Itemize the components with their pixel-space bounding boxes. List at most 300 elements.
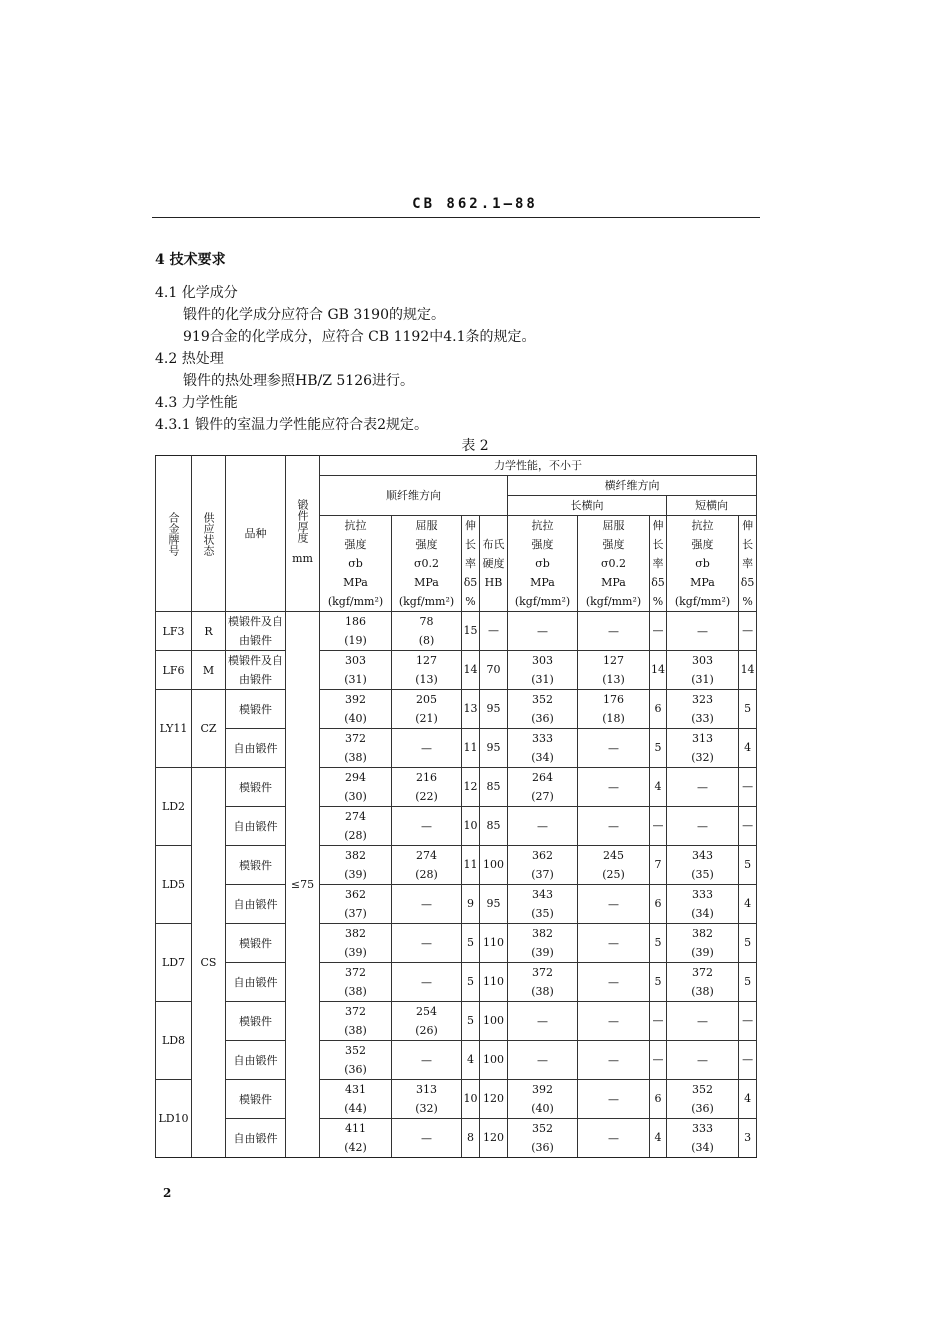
h-st-tensile-4: (kgf/mm²) bbox=[674, 595, 731, 608]
cell-lel: — bbox=[650, 1041, 667, 1080]
cell-kind: 自由锻件 bbox=[226, 1041, 286, 1080]
h-tensile-2: σb bbox=[348, 557, 363, 570]
cell-lts-value: — bbox=[537, 1014, 548, 1028]
cell-sts bbox=[667, 1041, 739, 1080]
cell-sts-kgf: (34) bbox=[691, 907, 714, 920]
cell-sel: — bbox=[739, 1041, 757, 1080]
cell-ts-kgf: (44) bbox=[344, 1102, 367, 1115]
cell-ys bbox=[392, 651, 462, 690]
cell-hb: 95 bbox=[480, 885, 508, 924]
cell-lys-value: 176 bbox=[603, 693, 624, 706]
cell-lts-value: 352 bbox=[532, 1122, 553, 1135]
cell-lys bbox=[578, 690, 650, 729]
cell-el: 8 bbox=[462, 1119, 480, 1158]
document-code: CB 862.1—88 bbox=[412, 196, 538, 212]
cell-lts bbox=[508, 924, 578, 963]
header-mech-title: 力学性能，不小于 bbox=[320, 456, 757, 476]
cell-lys bbox=[578, 924, 650, 963]
cell-sel: 14 bbox=[739, 651, 757, 690]
header-state: 供应状态 bbox=[192, 456, 226, 612]
cell-ys bbox=[392, 768, 462, 807]
table-row bbox=[156, 612, 757, 651]
cell-hb: 120 bbox=[480, 1119, 508, 1158]
h-yield-3: MPa bbox=[414, 576, 439, 589]
cell-lys-value: — bbox=[608, 1053, 619, 1067]
cell-lys bbox=[578, 768, 650, 807]
cell-ys bbox=[392, 1080, 462, 1119]
cell-alloy: LD2 bbox=[156, 768, 192, 846]
cell-sts bbox=[667, 1002, 739, 1041]
cell-lys-value: 127 bbox=[603, 654, 624, 667]
h-elong-2: 率 bbox=[465, 557, 476, 570]
cell-ts-value: 382 bbox=[345, 849, 366, 862]
cell-el: 11 bbox=[462, 846, 480, 885]
cell-state: M bbox=[192, 651, 226, 690]
cell-ts-kgf: (39) bbox=[344, 946, 367, 959]
cell-lys-value: — bbox=[608, 780, 619, 794]
table-row bbox=[156, 807, 757, 846]
cell-ts-value: 186 bbox=[345, 615, 366, 628]
cell-sts bbox=[667, 963, 739, 1002]
cell-lts bbox=[508, 1002, 578, 1041]
cell-lts bbox=[508, 885, 578, 924]
cell-ys-kgf: (32) bbox=[415, 1102, 438, 1115]
cell-ys-value: — bbox=[421, 1131, 432, 1145]
cell-sts-kgf: (34) bbox=[691, 1141, 714, 1154]
cell-ts bbox=[320, 651, 392, 690]
cell-sel: 4 bbox=[739, 729, 757, 768]
h-lt-tensile-2: σb bbox=[535, 557, 550, 570]
table-caption: 表 2 bbox=[461, 438, 489, 454]
cell-hb: 100 bbox=[480, 1002, 508, 1041]
section-4-2-heading: 4.2 热处理 bbox=[155, 351, 224, 367]
cell-lel: 6 bbox=[650, 690, 667, 729]
cell-ys bbox=[392, 924, 462, 963]
cell-kind: 自由锻件 bbox=[226, 729, 286, 768]
cell-sts-value: 372 bbox=[692, 966, 713, 979]
cell-lts-kgf: (27) bbox=[531, 790, 554, 803]
cell-alloy: LF6 bbox=[156, 651, 192, 690]
cell-ts bbox=[320, 768, 392, 807]
cell-sts bbox=[667, 651, 739, 690]
cell-ys bbox=[392, 690, 462, 729]
cell-lts-value: 352 bbox=[532, 693, 553, 706]
cell-ts-value: 294 bbox=[345, 771, 366, 784]
cell-lts-kgf: (39) bbox=[531, 946, 554, 959]
cell-alloy: LF3 bbox=[156, 612, 192, 651]
cell-lts-value: 382 bbox=[532, 927, 553, 940]
cell-ys-value: 313 bbox=[416, 1083, 437, 1096]
cell-ts-value: 274 bbox=[345, 810, 366, 823]
cell-ys-value: — bbox=[421, 819, 432, 833]
page-number: 2 bbox=[163, 1186, 172, 1200]
cell-kind: 模锻件 bbox=[226, 924, 286, 963]
cell-sts-value: 333 bbox=[692, 1122, 713, 1135]
cell-lys-value: — bbox=[608, 897, 619, 911]
h-lt-elong-1: 长 bbox=[652, 538, 664, 551]
cell-ys bbox=[392, 729, 462, 768]
cell-sts bbox=[667, 885, 739, 924]
cell-lel: — bbox=[650, 1002, 667, 1041]
cell-lys-value: 245 bbox=[603, 849, 624, 862]
header-hardness bbox=[480, 516, 508, 612]
cell-lys bbox=[578, 963, 650, 1002]
cell-ys-value: 205 bbox=[416, 693, 437, 706]
cell-sel: 5 bbox=[739, 963, 757, 1002]
cell-sel: 5 bbox=[739, 690, 757, 729]
cell-hb: 110 bbox=[480, 963, 508, 1002]
h-tensile-3: MPa bbox=[343, 576, 368, 589]
cell-sts-value: 303 bbox=[692, 654, 713, 667]
cell-ys-kgf: (8) bbox=[418, 634, 435, 647]
cell-el: 4 bbox=[462, 1041, 480, 1080]
cell-ts-value: 303 bbox=[345, 654, 366, 667]
cell-sts-kgf: (38) bbox=[691, 985, 714, 998]
cell-sts-kgf: (31) bbox=[691, 673, 714, 686]
cell-lys bbox=[578, 1119, 650, 1158]
header-short-trans: 短横向 bbox=[667, 496, 757, 516]
cell-lts-value: 264 bbox=[532, 771, 553, 784]
cell-lts bbox=[508, 807, 578, 846]
cell-lys bbox=[578, 729, 650, 768]
cell-lts bbox=[508, 729, 578, 768]
cell-lts bbox=[508, 1119, 578, 1158]
cell-lts bbox=[508, 768, 578, 807]
h-lt-tensile-4: (kgf/mm²) bbox=[514, 595, 571, 608]
cell-lel: 14 bbox=[650, 651, 667, 690]
cell-ts bbox=[320, 807, 392, 846]
cell-lts-value: 343 bbox=[532, 888, 553, 901]
header-kind: 品种 bbox=[226, 456, 286, 612]
table-row bbox=[156, 690, 757, 729]
header-thickness-unit: mm bbox=[292, 552, 313, 565]
cell-kind: 模锻件 bbox=[226, 768, 286, 807]
cell-ys-kgf: (26) bbox=[415, 1024, 438, 1037]
cell-hb: 120 bbox=[480, 1080, 508, 1119]
cell-ys-kgf: (28) bbox=[415, 868, 438, 881]
header-along-fiber: 顺纤维方向 bbox=[320, 476, 508, 516]
table-row bbox=[156, 768, 757, 807]
cell-ys-value: — bbox=[421, 741, 432, 755]
cell-lts-value: — bbox=[537, 624, 548, 638]
cell-lts-value: 392 bbox=[532, 1083, 553, 1096]
table-row bbox=[156, 651, 757, 690]
h-lt-elong-0: 伸 bbox=[652, 519, 664, 532]
h-st-tensile-3: MPa bbox=[690, 576, 715, 589]
header-thickness-label: 锻件厚度 bbox=[296, 499, 309, 543]
cell-ts-kgf: (38) bbox=[344, 985, 367, 998]
cell-ts-kgf: (39) bbox=[344, 868, 367, 881]
cell-ys-value: 216 bbox=[416, 771, 437, 784]
cell-ts bbox=[320, 1119, 392, 1158]
cell-lel: 7 bbox=[650, 846, 667, 885]
cell-lts-value: 362 bbox=[532, 849, 553, 862]
h-lt-yield-0: 屈服 bbox=[602, 519, 625, 532]
cell-sel: — bbox=[739, 612, 757, 651]
section-4-1-para-1: 锻件的化学成分应符合 GB 3190的规定。 bbox=[183, 307, 446, 323]
cell-ys-value: — bbox=[421, 1053, 432, 1067]
h-lt-tensile-0: 抗拉 bbox=[531, 519, 554, 532]
cell-sts-value: — bbox=[697, 780, 708, 794]
cell-lts-value: 333 bbox=[532, 732, 553, 745]
table-row bbox=[156, 729, 757, 768]
h-hard-1: 硬度 bbox=[482, 557, 505, 570]
cell-ys bbox=[392, 1002, 462, 1041]
h-elong-1: 长 bbox=[465, 538, 476, 551]
cell-sts-value: 313 bbox=[692, 732, 713, 745]
h-tensile-1: 强度 bbox=[344, 538, 367, 551]
table-row bbox=[156, 1041, 757, 1080]
cell-hb: 70 bbox=[480, 651, 508, 690]
cell-ts-kgf: (38) bbox=[344, 1024, 367, 1037]
cell-ys bbox=[392, 1041, 462, 1080]
cell-ts bbox=[320, 690, 392, 729]
h-yield-4: (kgf/mm²) bbox=[398, 595, 455, 608]
cell-state: R bbox=[192, 612, 226, 651]
cell-ys bbox=[392, 612, 462, 651]
cell-ts bbox=[320, 885, 392, 924]
h-st-elong-1: 长 bbox=[742, 538, 754, 551]
cell-kind: 模锻件及自由锻件 bbox=[226, 612, 286, 651]
cell-ys-kgf: (21) bbox=[415, 712, 438, 725]
cell-ys bbox=[392, 963, 462, 1002]
cell-lts-kgf: (31) bbox=[531, 673, 554, 686]
cell-lts-kgf: (35) bbox=[531, 907, 554, 920]
section-4-3-1-para: 4.3.1 锻件的室温力学性能应符合表2规定。 bbox=[155, 417, 428, 433]
h-st-elong-0: 伸 bbox=[742, 519, 754, 532]
cell-lel: 6 bbox=[650, 1080, 667, 1119]
cell-lts bbox=[508, 612, 578, 651]
header-alloy: 合金牌号 bbox=[156, 456, 192, 612]
cell-ts bbox=[320, 1041, 392, 1080]
cell-ts-kgf: (28) bbox=[344, 829, 367, 842]
cell-el: 9 bbox=[462, 885, 480, 924]
cell-sts-value: — bbox=[697, 624, 708, 638]
cell-ys-value: 127 bbox=[416, 654, 437, 667]
h-lt-tensile-3: MPa bbox=[530, 576, 555, 589]
cell-lts-kgf: (34) bbox=[531, 751, 554, 764]
cell-lts bbox=[508, 963, 578, 1002]
cell-sts bbox=[667, 1080, 739, 1119]
cell-hb: 110 bbox=[480, 924, 508, 963]
cell-lts-kgf: (37) bbox=[531, 868, 554, 881]
cell-ts-value: 411 bbox=[345, 1122, 366, 1135]
h-st-elong-4: % bbox=[742, 595, 753, 608]
cell-sts-value: — bbox=[697, 1014, 708, 1028]
header-rule bbox=[152, 217, 760, 218]
cell-ys bbox=[392, 885, 462, 924]
header-yield bbox=[392, 516, 462, 612]
cell-lys bbox=[578, 846, 650, 885]
cell-kind: 模锻件 bbox=[226, 1080, 286, 1119]
cell-sts-value: — bbox=[697, 1053, 708, 1067]
cell-ts-kgf: (30) bbox=[344, 790, 367, 803]
cell-el: 11 bbox=[462, 729, 480, 768]
cell-ts bbox=[320, 1002, 392, 1041]
h-lt-elong-4: % bbox=[652, 595, 664, 608]
header-lt-yield bbox=[578, 516, 650, 612]
cell-lys-kgf: (18) bbox=[602, 712, 625, 725]
cell-hb: 100 bbox=[480, 1041, 508, 1080]
cell-sel: 3 bbox=[739, 1119, 757, 1158]
header-across-fiber: 横纤维方向 bbox=[508, 476, 757, 496]
h-lt-yield-3: MPa bbox=[601, 576, 626, 589]
cell-ts bbox=[320, 963, 392, 1002]
cell-alloy: LY11 bbox=[156, 690, 192, 768]
cell-lel: — bbox=[650, 612, 667, 651]
cell-alloy: LD7 bbox=[156, 924, 192, 1002]
cell-lts bbox=[508, 1080, 578, 1119]
cell-alloy: LD5 bbox=[156, 846, 192, 924]
h-st-elong-2: 率 bbox=[742, 557, 754, 570]
cell-ys bbox=[392, 846, 462, 885]
cell-sts bbox=[667, 768, 739, 807]
header-st-tensile bbox=[667, 516, 739, 612]
cell-alloy: LD10 bbox=[156, 1080, 192, 1158]
h-tensile-0: 抗拉 bbox=[344, 519, 367, 532]
cell-ts-kgf: (40) bbox=[344, 712, 367, 725]
cell-ys-value: — bbox=[421, 897, 432, 911]
cell-lys bbox=[578, 885, 650, 924]
cell-sel: 4 bbox=[739, 1080, 757, 1119]
h-elong-0: 伸 bbox=[465, 519, 476, 532]
cell-state: CZ bbox=[192, 690, 226, 768]
cell-ts-kgf: (37) bbox=[344, 907, 367, 920]
cell-kind: 模锻件 bbox=[226, 1002, 286, 1041]
cell-kind: 自由锻件 bbox=[226, 1119, 286, 1158]
cell-lts bbox=[508, 690, 578, 729]
cell-ts bbox=[320, 846, 392, 885]
header-long-trans: 长横向 bbox=[508, 496, 667, 516]
table-row bbox=[156, 846, 757, 885]
cell-kind: 自由锻件 bbox=[226, 885, 286, 924]
cell-sts bbox=[667, 690, 739, 729]
cell-lel: 4 bbox=[650, 1119, 667, 1158]
cell-ts-value: 362 bbox=[345, 888, 366, 901]
table-row bbox=[156, 963, 757, 1002]
cell-ts-kgf: (42) bbox=[344, 1141, 367, 1154]
cell-sts bbox=[667, 924, 739, 963]
cell-sts bbox=[667, 807, 739, 846]
h-yield-2: σ0.2 bbox=[413, 557, 439, 570]
h-lt-yield-2: σ0.2 bbox=[600, 557, 626, 570]
cell-lel: 5 bbox=[650, 963, 667, 1002]
cell-lys-value: — bbox=[608, 1014, 619, 1028]
header-lt-elong bbox=[650, 516, 667, 612]
cell-lys bbox=[578, 1080, 650, 1119]
cell-lel: — bbox=[650, 807, 667, 846]
cell-hb: 85 bbox=[480, 768, 508, 807]
cell-sts-kgf: (35) bbox=[691, 868, 714, 881]
cell-ys-kgf: (13) bbox=[415, 673, 438, 686]
cell-lys-value: — bbox=[608, 975, 619, 989]
cell-lys-value: — bbox=[608, 624, 619, 638]
cell-lts-value: — bbox=[537, 819, 548, 833]
cell-ts-kgf: (31) bbox=[344, 673, 367, 686]
h-tensile-4: (kgf/mm²) bbox=[327, 595, 384, 608]
cell-lys bbox=[578, 807, 650, 846]
cell-ts bbox=[320, 612, 392, 651]
cell-ys bbox=[392, 807, 462, 846]
cell-kind: 自由锻件 bbox=[226, 807, 286, 846]
cell-el: 14 bbox=[462, 651, 480, 690]
cell-sts bbox=[667, 729, 739, 768]
h-st-tensile-2: σb bbox=[695, 557, 710, 570]
cell-alloy: LD8 bbox=[156, 1002, 192, 1080]
cell-sel: 5 bbox=[739, 846, 757, 885]
cell-lys-value: — bbox=[608, 936, 619, 950]
cell-lys-kgf: (25) bbox=[602, 868, 625, 881]
cell-el: 13 bbox=[462, 690, 480, 729]
cell-ts bbox=[320, 729, 392, 768]
cell-sel: — bbox=[739, 1002, 757, 1041]
cell-lys-value: — bbox=[608, 819, 619, 833]
cell-lts-value: 372 bbox=[532, 966, 553, 979]
cell-lts-value: — bbox=[537, 1053, 548, 1067]
cell-lel: 5 bbox=[650, 729, 667, 768]
cell-sel: 4 bbox=[739, 885, 757, 924]
cell-lys-value: — bbox=[608, 741, 619, 755]
table-row bbox=[156, 1080, 757, 1119]
h-elong-3: δ5 bbox=[463, 576, 478, 589]
cell-sel: — bbox=[739, 768, 757, 807]
cell-hb: 95 bbox=[480, 729, 508, 768]
table-row bbox=[156, 1002, 757, 1041]
cell-lts-kgf: (36) bbox=[531, 1141, 554, 1154]
cell-lts-value: 303 bbox=[532, 654, 553, 667]
cell-ys bbox=[392, 1119, 462, 1158]
cell-ts bbox=[320, 924, 392, 963]
section-4-2-para-1: 锻件的热处理参照HB/Z 5126进行。 bbox=[183, 373, 415, 389]
cell-sts-value: 323 bbox=[692, 693, 713, 706]
cell-lts bbox=[508, 651, 578, 690]
cell-el: 10 bbox=[462, 807, 480, 846]
cell-lys-value: — bbox=[608, 1131, 619, 1145]
cell-el: 5 bbox=[462, 963, 480, 1002]
table-body bbox=[156, 612, 757, 1158]
cell-kind: 模锻件 bbox=[226, 846, 286, 885]
cell-ts-value: 352 bbox=[345, 1044, 366, 1057]
cell-hb: 95 bbox=[480, 690, 508, 729]
cell-ys-value: 274 bbox=[416, 849, 437, 862]
cell-lts-kgf: (40) bbox=[531, 1102, 554, 1115]
cell-sts-value: — bbox=[697, 819, 708, 833]
cell-sts-value: 343 bbox=[692, 849, 713, 862]
cell-ys-value: — bbox=[421, 936, 432, 950]
cell-kind: 自由锻件 bbox=[226, 963, 286, 1002]
cell-ts-value: 372 bbox=[345, 966, 366, 979]
cell-el: 15 bbox=[462, 612, 480, 651]
table-row bbox=[156, 885, 757, 924]
h-elong-4: % bbox=[465, 595, 476, 608]
h-yield-0: 屈服 bbox=[415, 519, 438, 532]
header-tensile bbox=[320, 516, 392, 612]
section-4-1-para-2: 919合金的化学成分，应符合 CB 1192中4.1条的规定。 bbox=[183, 329, 536, 345]
cell-sts-value: 333 bbox=[692, 888, 713, 901]
h-st-tensile-0: 抗拉 bbox=[691, 519, 714, 532]
cell-ts-kgf: (38) bbox=[344, 751, 367, 764]
cell-sts bbox=[667, 612, 739, 651]
h-lt-elong-2: 率 bbox=[652, 557, 664, 570]
cell-hb: 85 bbox=[480, 807, 508, 846]
cell-ts-kgf: (36) bbox=[344, 1063, 367, 1076]
cell-ts-value: 372 bbox=[345, 1005, 366, 1018]
cell-lys bbox=[578, 1041, 650, 1080]
cell-sel: — bbox=[739, 807, 757, 846]
cell-lys bbox=[578, 612, 650, 651]
cell-ts-value: 392 bbox=[345, 693, 366, 706]
cell-sts bbox=[667, 846, 739, 885]
